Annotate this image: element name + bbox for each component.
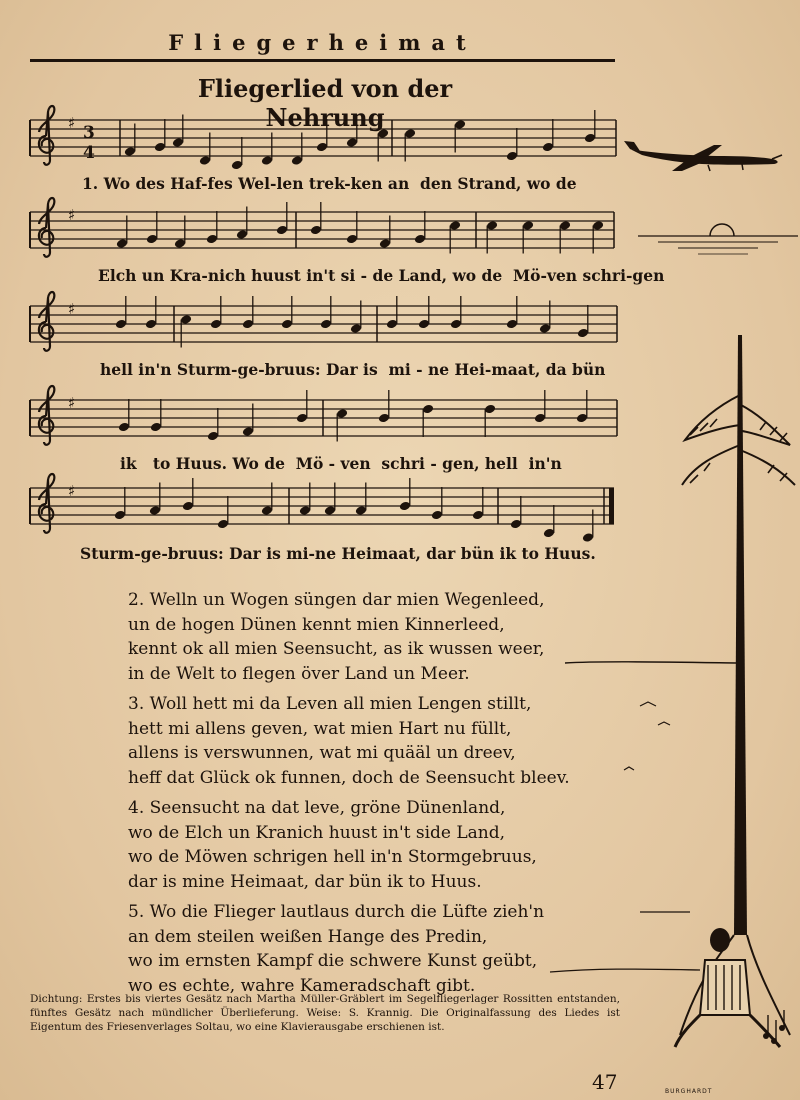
- note: [484, 404, 496, 437]
- note: [242, 296, 254, 329]
- note: [418, 296, 430, 329]
- song-title: Fliegerlied von der Nehrung: [197, 74, 453, 132]
- note: [182, 478, 194, 511]
- verse-2: [128, 588, 568, 686]
- note: [320, 296, 332, 329]
- time-numerator: 3: [83, 123, 95, 143]
- page-header: Fliegerheimat: [168, 30, 477, 55]
- lyric-line-4: ik to Huus. Wo de Mö - ven schri - gen, hell in'n: [120, 454, 562, 473]
- note: [231, 137, 243, 170]
- lyric-line-3: hell in'n Sturm-ge-bruus: Dar is mi - ne Hei-maat, da bün: [100, 360, 606, 379]
- note: [210, 296, 222, 329]
- verse-3: [128, 692, 568, 790]
- note: [506, 128, 518, 161]
- note: [399, 478, 411, 511]
- verse-line: wo de Möwen schrigen hell in'n Stormgebruus,: [128, 847, 537, 867]
- note: [296, 390, 308, 423]
- verse-line: dar is mine Heimaat, dar bün ik to Huus.: [128, 871, 482, 892]
- note: [276, 202, 288, 235]
- verse-line: wo es echte, wahre Kameradschaft gibt.: [128, 975, 476, 996]
- note: [150, 399, 162, 432]
- note: [378, 390, 390, 423]
- note: [154, 119, 166, 152]
- footnote: Dichtung: Erstes bis viertes Gesätz nach Martha Müller-Gräblert im Segelfliegerlager Rossitten entstanden, fünftes Gesätz nach mündlicher Überlieferung. Weise: S. Krannig. Die Originalfassung des Liedes ist Eigentum des Friesenverlages Soltau, wo eine Klavierausgabe erschienen ist.: [30, 993, 620, 1033]
- note: [414, 211, 426, 244]
- verse-line: 4. Seensucht na dat leve, gröne Dünenland,: [128, 798, 506, 818]
- page-number: 47: [592, 1070, 618, 1094]
- verse-line: un de hogen Dünen kennt mien Kinnerleed,: [128, 614, 505, 635]
- horizon-sun-illustration: [638, 218, 798, 258]
- key-signature-sharp: ♯: [68, 206, 76, 224]
- verse-line: 2. Welln un Wogen süngen dar mien Wegenleed,: [128, 590, 545, 610]
- verses-block: [128, 588, 568, 1004]
- verse-line: an dem steilen weißen Hange des Predin,: [128, 926, 488, 947]
- verse-line: hett mi allens geven, wat mien Hart nu füllt,: [128, 718, 512, 739]
- staff-row: [30, 474, 614, 533]
- key-signature-sharp: ♯: [68, 300, 76, 318]
- note: [118, 399, 130, 432]
- note: [316, 119, 328, 152]
- note: [472, 487, 484, 520]
- note: [386, 296, 398, 329]
- note: [145, 296, 157, 329]
- key-signature-sharp: ♯: [68, 114, 76, 132]
- note: [114, 487, 126, 520]
- verse-line: 5. Wo die Flieger lautlaus durch die Lüfte zieh'n: [128, 902, 545, 922]
- verse-line: allens is verswunnen, wat mi quääl un dreev,: [128, 743, 516, 763]
- artist-signature: BURGHARDT: [665, 1088, 713, 1095]
- note: [310, 202, 322, 235]
- note: [431, 487, 443, 520]
- pine-tree-musician-illustration: [660, 335, 800, 1060]
- note: [576, 390, 588, 423]
- note: [281, 296, 293, 329]
- verse-line: wo de Elch un Kranich huust in't side Land,: [128, 822, 506, 843]
- final-barline: [609, 488, 614, 524]
- staff-row: [30, 106, 616, 165]
- note: [422, 404, 434, 437]
- note: [542, 119, 554, 152]
- verse-line: kennt ok all mien Seensucht, as ik wussen weer,: [128, 639, 545, 659]
- lyric-line-5: Sturm-ge-bruus: Dar is mi-ne Heimaat, dar bün ik to Huus.: [80, 544, 596, 563]
- time-denominator: 4: [83, 143, 95, 163]
- verse-4: [128, 796, 568, 894]
- note: [217, 496, 229, 529]
- verse-line: in de Welt to flegen över Land un Meer.: [128, 663, 470, 684]
- note: [543, 505, 555, 538]
- verse-line: 3. Woll hett mi da Leven all mien Lengen stillt,: [128, 694, 532, 714]
- note: [506, 296, 518, 329]
- airplane-illustration: [622, 135, 792, 180]
- note: [450, 296, 462, 329]
- note: [577, 305, 589, 338]
- staff-row: [30, 386, 617, 445]
- key-signature-sharp: ♯: [68, 394, 76, 412]
- note: [534, 390, 546, 423]
- note: [207, 408, 219, 441]
- note: [510, 496, 522, 529]
- verse-line: wo im ernsten Kampf die schwere Kunst geübt,: [128, 951, 538, 971]
- lyric-line-2: Elch un Kra-nich huust in't si - de Land, wo de Mö-ven schri-gen: [98, 266, 665, 285]
- note: [115, 296, 127, 329]
- note: [206, 211, 218, 244]
- note: [584, 110, 596, 143]
- verse-5: [128, 900, 568, 998]
- note: [346, 211, 358, 244]
- note: [146, 211, 158, 244]
- verse-line: heff dat Glück ok funnen, doch de Seensucht bleev.: [128, 767, 570, 788]
- lyric-line-1: 1. Wo des Haf-fes Wel-len trek-ken an den Strand, wo de: [82, 174, 577, 193]
- key-signature-sharp: ♯: [68, 482, 76, 500]
- time-signature: [83, 123, 95, 163]
